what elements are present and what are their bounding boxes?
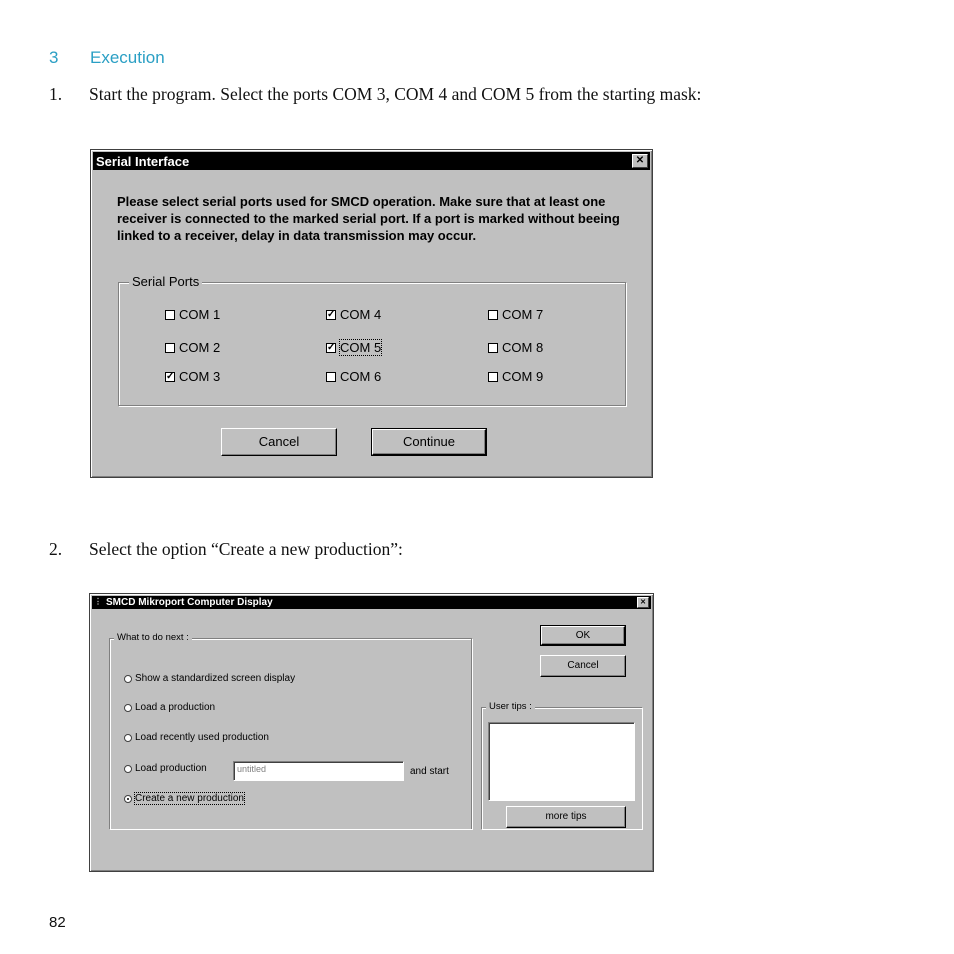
- checkbox-checked-icon: [326, 343, 336, 353]
- checkbox-checked-icon: [165, 372, 175, 382]
- menu-grip-icon: ⋮: [94, 597, 102, 606]
- com9-checkbox[interactable]: COM 9: [488, 369, 543, 384]
- radio-icon: [124, 734, 132, 742]
- user-tips-box: [488, 722, 635, 801]
- checkbox-box-icon: [488, 343, 498, 353]
- step-2: [49, 539, 403, 560]
- step-1: [49, 84, 701, 105]
- com2-checkbox[interactable]: COM 2: [165, 340, 220, 355]
- serial-ports-label: Serial Ports: [129, 274, 202, 289]
- radio-icon: [124, 765, 132, 773]
- more-tips-button[interactable]: more tips: [506, 806, 626, 828]
- radio-icon: [124, 675, 132, 683]
- step-2-text: Select the option “Create a new production”:: [89, 539, 403, 559]
- cancel-button[interactable]: Cancel: [540, 655, 626, 677]
- smcd-dialog-title: SMCD Mikroport Computer Display: [106, 597, 273, 608]
- com6-checkbox[interactable]: COM 6: [326, 369, 381, 384]
- serial-interface-dialog: [90, 149, 653, 478]
- close-icon[interactable]: ✕: [632, 154, 648, 168]
- step-2-number: 2.: [49, 539, 63, 559]
- section-heading: [49, 48, 165, 68]
- com5-checkbox[interactable]: ✓ COM 5: [326, 340, 381, 355]
- step-1-number: 1.: [49, 84, 63, 104]
- com3-checkbox[interactable]: ✓ COM 3: [165, 369, 220, 384]
- close-icon[interactable]: ✕: [637, 597, 649, 608]
- production-name-input[interactable]: untitled: [233, 761, 404, 781]
- com4-checkbox[interactable]: ✓ COM 4: [326, 307, 381, 322]
- what-to-do-next-label: What to do next :: [114, 632, 192, 643]
- option-load-recent-production[interactable]: Load recently used production: [124, 732, 269, 743]
- option-show-standardized-display[interactable]: Show a standardized screen display: [124, 673, 295, 684]
- section-title: Execution: [90, 48, 165, 67]
- option-create-new-production[interactable]: Create a new production: [124, 793, 244, 804]
- checkbox-box-icon: [488, 310, 498, 320]
- step-1-text: Start the program. Select the ports COM 3, COM 4 and COM 5 from the starting mask:: [89, 84, 702, 104]
- checkbox-box-icon: [326, 372, 336, 382]
- option-load-production[interactable]: Load a production: [124, 702, 215, 713]
- smcd-dialog-titlebar: [92, 596, 651, 609]
- serial-dialog-title: Serial Interface: [96, 154, 190, 169]
- radio-selected-icon: [124, 795, 132, 803]
- checkbox-box-icon: [165, 343, 175, 353]
- continue-button[interactable]: Continue: [372, 429, 486, 455]
- page-number: 82: [49, 914, 66, 931]
- com7-checkbox[interactable]: COM 7: [488, 307, 543, 322]
- smcd-dialog: [89, 593, 654, 872]
- checkbox-box-icon: [488, 372, 498, 382]
- and-start-label: and start: [410, 766, 449, 777]
- checkbox-checked-icon: [326, 310, 336, 320]
- com1-checkbox[interactable]: COM 1: [165, 307, 220, 322]
- option-load-production-and-start[interactable]: Load production: [124, 763, 207, 774]
- ok-button[interactable]: OK: [541, 626, 625, 645]
- serial-dialog-titlebar: [93, 152, 650, 170]
- checkbox-box-icon: [165, 310, 175, 320]
- serial-dialog-message: Please select serial ports used for SMCD operation. Make sure that at least one receiver is connected to the marked serial port. If a port is marked without beeing linked to a receiver, delay in data transmission may occur.: [117, 194, 620, 243]
- cancel-button[interactable]: Cancel: [221, 428, 337, 456]
- radio-icon: [124, 704, 132, 712]
- section-number: 3: [49, 48, 59, 67]
- user-tips-label: User tips :: [486, 701, 535, 712]
- com8-checkbox[interactable]: COM 8: [488, 340, 543, 355]
